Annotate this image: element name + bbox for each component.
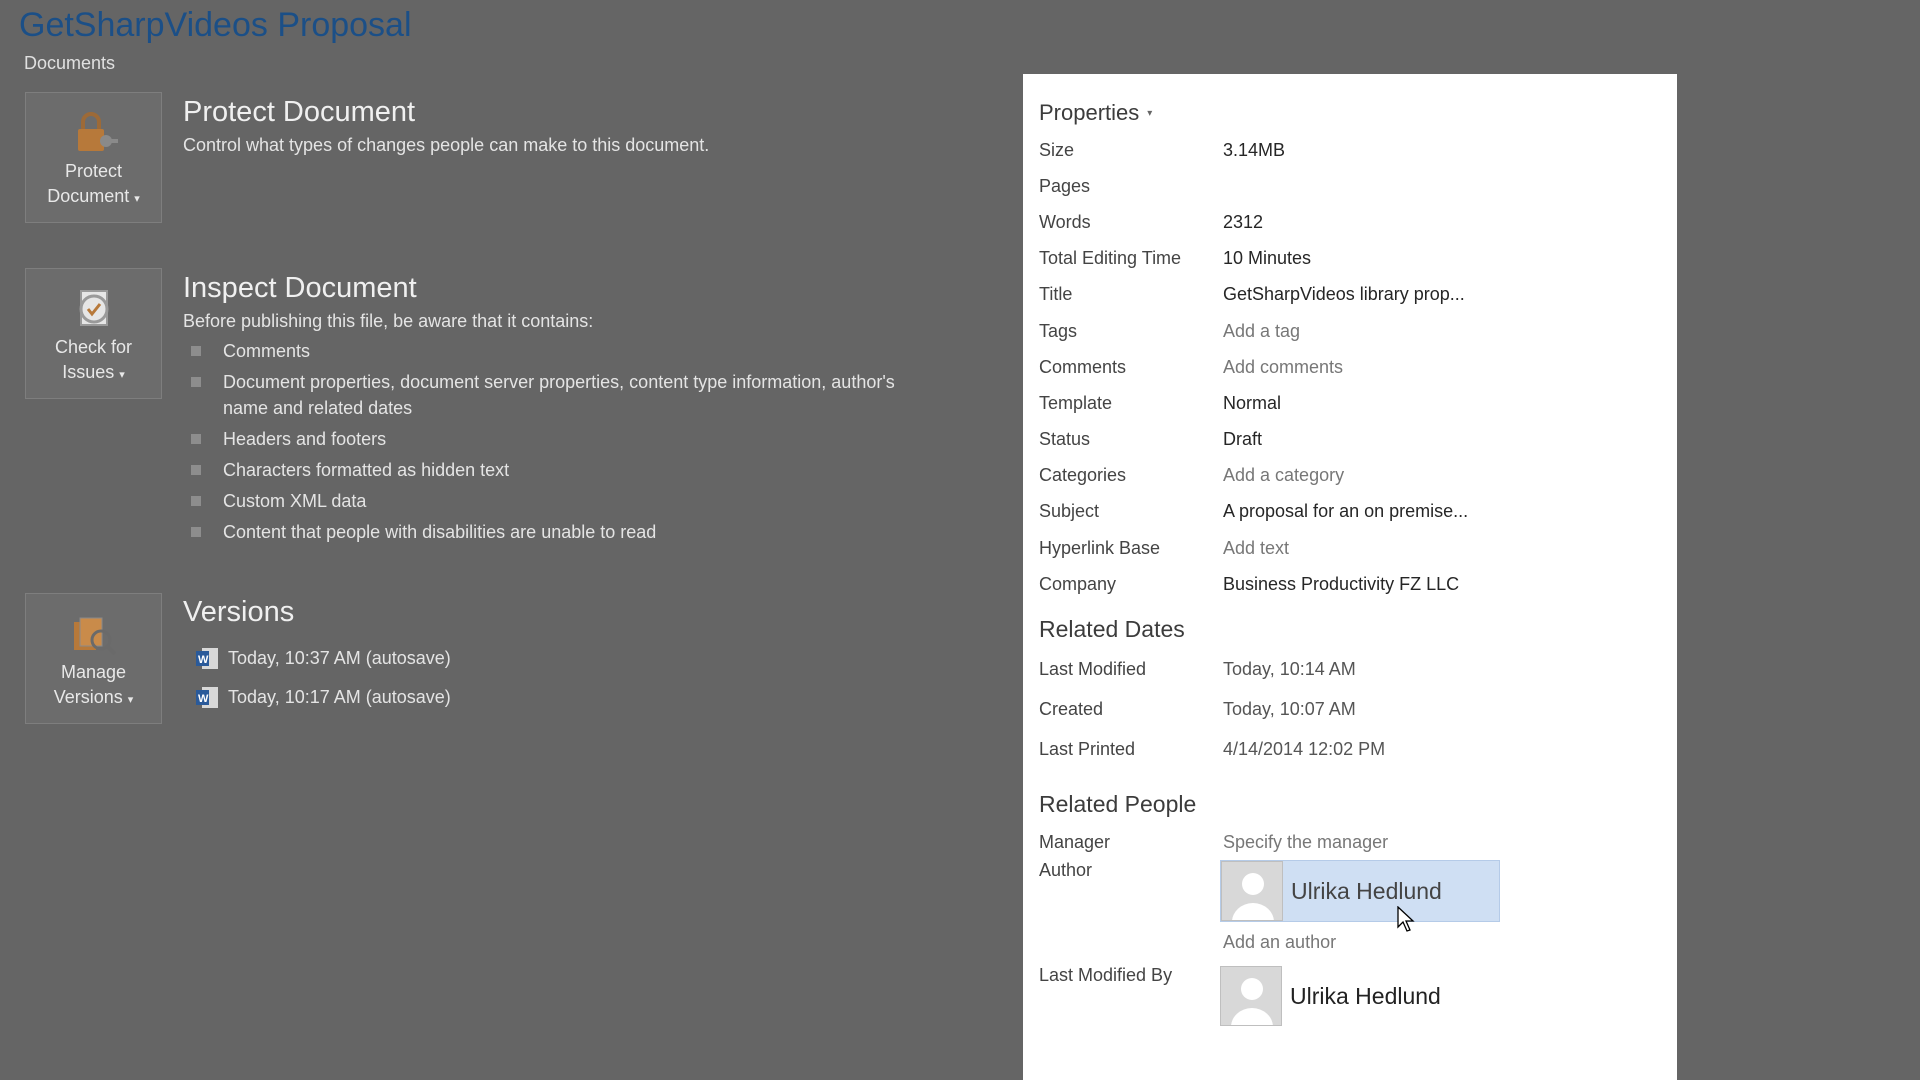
property-label: Hyperlink Base [1039, 537, 1161, 558]
last-modified-by-card[interactable] [1220, 965, 1500, 1027]
hyperlink-base-field[interactable]: Add text [1223, 537, 1290, 558]
property-label: Pages [1039, 175, 1091, 196]
property-row-company [1039, 566, 1661, 602]
versions-list [183, 639, 451, 717]
version-label: Today, 10:37 AM (autosave) [228, 648, 451, 668]
list-item: Custom XML data [183, 488, 903, 514]
lock-key-icon [68, 107, 120, 159]
author-row [1039, 860, 1661, 953]
related-dates-heading: Related Dates [1039, 616, 1185, 643]
company-field[interactable]: Business Productivity FZ LLC [1223, 573, 1460, 594]
property-row-status [1039, 422, 1661, 458]
property-label: Company [1039, 573, 1117, 594]
properties-list [1039, 132, 1661, 602]
chevron-down-icon: ▾ [1147, 107, 1153, 119]
list-item: Content that people with disabilities are unable to read [183, 519, 903, 545]
property-row-words [1039, 204, 1661, 240]
last-modified-by-name: Ulrika Hedlund [1290, 982, 1441, 1009]
date-row-created [1039, 689, 1661, 729]
property-value: 2312 [1223, 211, 1264, 232]
properties-dropdown[interactable] [1039, 100, 1152, 126]
property-label: Categories [1039, 465, 1127, 486]
categories-field[interactable]: Add a category [1223, 465, 1345, 486]
protect-document-section [183, 96, 709, 156]
author-label: Author [1039, 860, 1093, 881]
check-for-issues-button[interactable] [25, 268, 162, 399]
document-title: GetSharpVideos Proposal [19, 6, 412, 44]
property-label: Tags [1039, 320, 1078, 341]
property-row-tags [1039, 313, 1661, 349]
subject-field[interactable]: A proposal for an on premise... [1223, 501, 1469, 522]
protect-document-description: Control what types of changes people can make to this document. [183, 135, 710, 155]
svg-text:W: W [198, 693, 209, 705]
date-value: 4/14/2014 12:02 PM [1223, 738, 1386, 759]
properties-panel [1023, 74, 1677, 1080]
protect-document-heading: Protect Document [183, 96, 416, 128]
chevron-down-icon: ▾ [119, 369, 125, 381]
date-value: Today, 10:14 AM [1223, 658, 1356, 679]
svg-text:W: W [198, 654, 209, 666]
version-label: Today, 10:17 AM (autosave) [228, 687, 451, 707]
date-value: Today, 10:07 AM [1223, 698, 1356, 719]
version-item[interactable] [183, 678, 451, 717]
date-label: Last Modified [1039, 658, 1147, 679]
manager-row [1039, 824, 1661, 860]
inspect-document-section [183, 272, 903, 550]
title-field[interactable]: GetSharpVideos library prop... [1223, 284, 1465, 305]
property-label: Template [1039, 392, 1113, 413]
inspect-document-heading: Inspect Document [183, 272, 417, 304]
manage-versions-icon [68, 608, 120, 660]
date-row-last-modified [1039, 649, 1661, 689]
properties-heading: Properties [1039, 100, 1140, 125]
list-item: Headers and footers [183, 426, 903, 452]
person-avatar-icon [1220, 966, 1282, 1026]
inspect-document-description: Before publishing this file, be aware that it contains: [183, 311, 594, 331]
property-label: Title [1039, 284, 1073, 305]
property-row-editing-time [1039, 241, 1661, 277]
tags-field[interactable]: Add a tag [1223, 320, 1301, 341]
date-label: Last Printed [1039, 738, 1136, 759]
manage-versions-button[interactable] [25, 593, 162, 724]
word-document-icon [195, 685, 220, 710]
add-author-link[interactable]: Add an author [1223, 932, 1337, 953]
property-row-categories [1039, 458, 1661, 494]
property-row-pages [1039, 168, 1661, 204]
person-avatar-icon [1221, 861, 1283, 921]
list-item: Comments [183, 338, 903, 364]
chevron-down-icon: ▾ [127, 694, 134, 706]
breadcrumb[interactable]: Documents [24, 53, 116, 73]
property-row-template [1039, 385, 1661, 421]
property-row-subject [1039, 494, 1661, 530]
related-people-heading: Related People [1039, 791, 1197, 818]
author-card[interactable] [1220, 860, 1500, 922]
manage-versions-label: Manage Versions ▾ [53, 662, 134, 707]
property-row-size [1039, 132, 1661, 168]
property-label: Comments [1039, 356, 1127, 377]
property-label: Total Editing Time [1039, 248, 1182, 269]
manager-label: Manager [1039, 831, 1111, 852]
version-item[interactable] [183, 639, 451, 678]
protect-document-button[interactable] [25, 92, 162, 223]
property-row-title [1039, 277, 1661, 313]
author-name: Ulrika Hedlund [1291, 877, 1442, 904]
property-label: Words [1039, 211, 1091, 232]
last-modified-by-label: Last Modified By [1039, 965, 1173, 986]
versions-section [183, 596, 451, 717]
property-row-hyperlink-base [1039, 530, 1661, 566]
last-modified-by-row [1039, 965, 1661, 1027]
check-document-icon [68, 283, 120, 335]
versions-heading: Versions [183, 596, 295, 628]
check-for-issues-label: Check for Issues ▾ [54, 337, 133, 382]
property-value: Normal [1223, 392, 1282, 413]
list-item: Document properties, document server properties, content type information, author's name and related dates [183, 369, 903, 421]
protect-document-label: Protect Document ▾ [47, 161, 140, 206]
word-document-icon [195, 646, 220, 671]
inspect-items-list [183, 338, 903, 545]
property-label: Size [1039, 139, 1075, 160]
chevron-down-icon: ▾ [134, 193, 140, 205]
property-row-comments [1039, 349, 1661, 385]
property-label: Subject [1039, 501, 1100, 522]
mouse-pointer-icon [1397, 906, 1415, 937]
date-label: Created [1039, 698, 1104, 719]
property-label: Status [1039, 429, 1091, 450]
list-item: Characters formatted as hidden text [183, 457, 903, 483]
manager-field[interactable]: Specify the manager [1223, 831, 1389, 852]
comments-field[interactable]: Add comments [1223, 356, 1344, 377]
status-field[interactable]: Draft [1223, 429, 1263, 450]
property-value: 3.14MB [1223, 139, 1286, 160]
property-value: 10 Minutes [1223, 248, 1312, 269]
date-row-last-printed [1039, 729, 1661, 769]
